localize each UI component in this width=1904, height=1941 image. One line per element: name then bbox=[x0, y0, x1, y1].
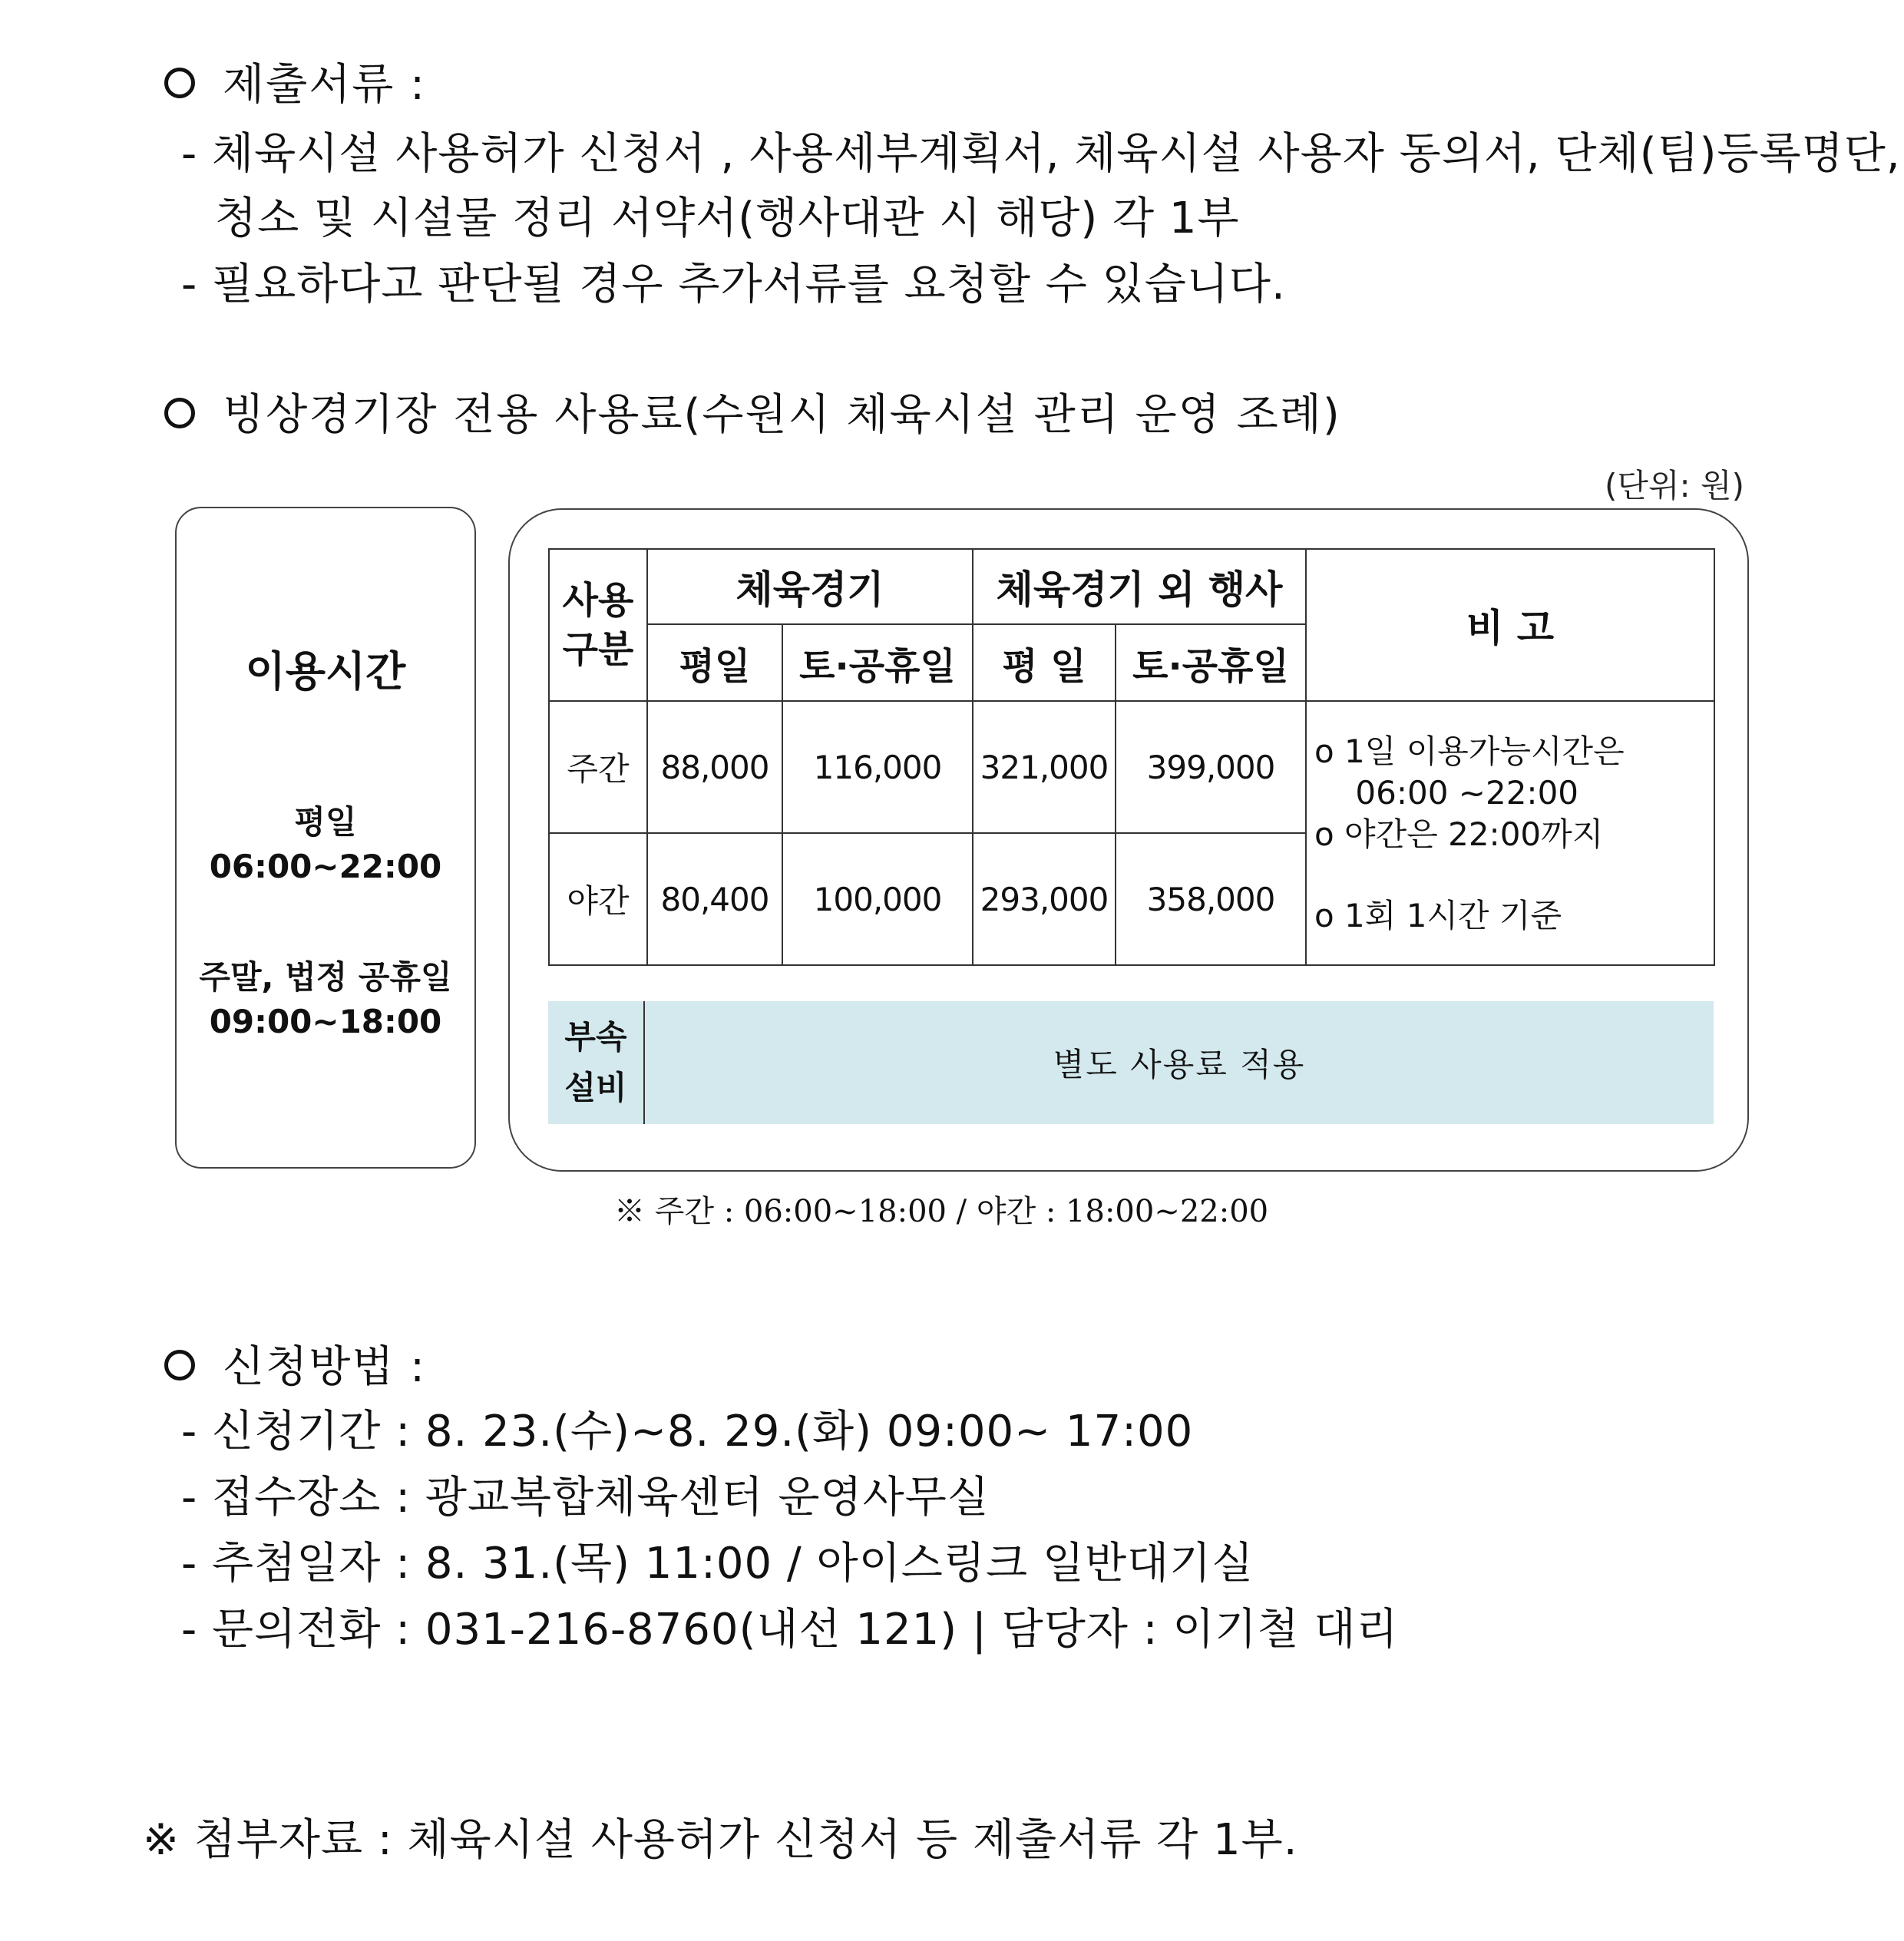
sub-header-weekday: 평 일 bbox=[973, 624, 1116, 701]
remarks-header: 비 고 bbox=[1306, 549, 1714, 701]
weekend-time: 09:00~18:00 bbox=[209, 1003, 442, 1040]
hours-box bbox=[175, 507, 476, 1169]
sub-header-holiday: 토·공휴일 bbox=[782, 624, 973, 701]
fee-value: 88,000 bbox=[647, 701, 782, 833]
table-row bbox=[549, 701, 1714, 833]
fees-heading: 빙상경기장 전용 사용료(수원시 체육시설 관리 운영 조례) bbox=[164, 381, 1341, 442]
remark-line: o 1일 이용가능시간은 bbox=[1314, 732, 1625, 770]
remark-line: o 야간은 22:00까지 bbox=[1314, 815, 1604, 853]
remarks-cell bbox=[1306, 701, 1714, 965]
unit-label: (단위: 원) bbox=[1605, 467, 1744, 504]
sub-header-weekday: 평일 bbox=[647, 624, 782, 701]
fee-value: 80,400 bbox=[647, 833, 782, 965]
remark-line: 06:00 ~22:00 bbox=[1314, 774, 1579, 812]
other-event-header: 체육경기 외 행사 bbox=[973, 549, 1306, 624]
accessory-label: 부속 설비 bbox=[548, 1001, 645, 1124]
time-footnote: ※ 주간 : 06:00~18:00 / 야간 : 18:00~22:00 bbox=[614, 1194, 1269, 1229]
fee-value: 358,000 bbox=[1116, 833, 1306, 965]
apply-period: - 신청기간 : 8. 23.(수)~8. 29.(화) 09:00~ 17:00 bbox=[181, 1407, 1194, 1457]
accessory-row bbox=[548, 1001, 1714, 1124]
row-label: 야간 bbox=[549, 833, 647, 965]
documents-heading: 제출서류 : bbox=[164, 51, 426, 112]
documents-item-2: - 필요하다고 판단될 경우 추가서류를 요청할 수 있습니다. bbox=[181, 260, 1286, 309]
sports-game-header: 체육경기 bbox=[647, 549, 973, 624]
apply-heading: 신청방법 : bbox=[164, 1333, 426, 1394]
fee-value: 399,000 bbox=[1116, 701, 1306, 833]
documents-item-1: - 체육시설 사용허가 신청서 , 사용세부계획서, 체육시설 사용자 동의서, 단체(팀)등록명단, bbox=[181, 129, 1901, 179]
hours-title: 이용시간 bbox=[245, 647, 406, 696]
circle-bullet-icon bbox=[164, 68, 195, 98]
weekday-label: 평일 bbox=[294, 803, 357, 841]
weekend-label: 주말, 법정 공휴일 bbox=[199, 958, 452, 996]
attachment-note: ※ 첨부자료 : 체육시설 사용허가 신청서 등 제출서류 각 1부. bbox=[143, 1815, 1298, 1865]
fee-value: 116,000 bbox=[782, 701, 973, 833]
accessory-text: 별도 사용료 적용 bbox=[1053, 1046, 1306, 1083]
row-label: 주간 bbox=[549, 701, 647, 833]
apply-contact: - 문의전화 : 031-216-8760(내선 121) | 담당자 : 이기철 대리 bbox=[181, 1605, 1399, 1655]
category-line-1: 사용 bbox=[562, 579, 634, 622]
category-line-2: 구분 bbox=[562, 628, 634, 671]
fee-value: 100,000 bbox=[782, 833, 973, 965]
fee-value: 293,000 bbox=[973, 833, 1116, 965]
category-header bbox=[549, 549, 647, 701]
fee-table bbox=[548, 548, 1715, 966]
remark-line: o 1회 1시간 기준 bbox=[1314, 897, 1562, 934]
documents-item-1-cont: 청소 및 시설물 정리 서약서(행사대관 시 해당) 각 1부 bbox=[215, 193, 1240, 243]
weekday-time: 06:00~22:00 bbox=[209, 848, 442, 885]
apply-location: - 접수장소 : 광교복합체육센터 운영사무실 bbox=[181, 1473, 990, 1523]
circle-bullet-icon bbox=[164, 1350, 195, 1381]
circle-bullet-icon bbox=[164, 398, 195, 428]
sub-header-holiday: 토·공휴일 bbox=[1116, 624, 1306, 701]
apply-draw-date: - 추첨일자 : 8. 31.(목) 11:00 / 아이스링크 일반대기실 bbox=[181, 1539, 1254, 1589]
fee-value: 321,000 bbox=[973, 701, 1116, 833]
